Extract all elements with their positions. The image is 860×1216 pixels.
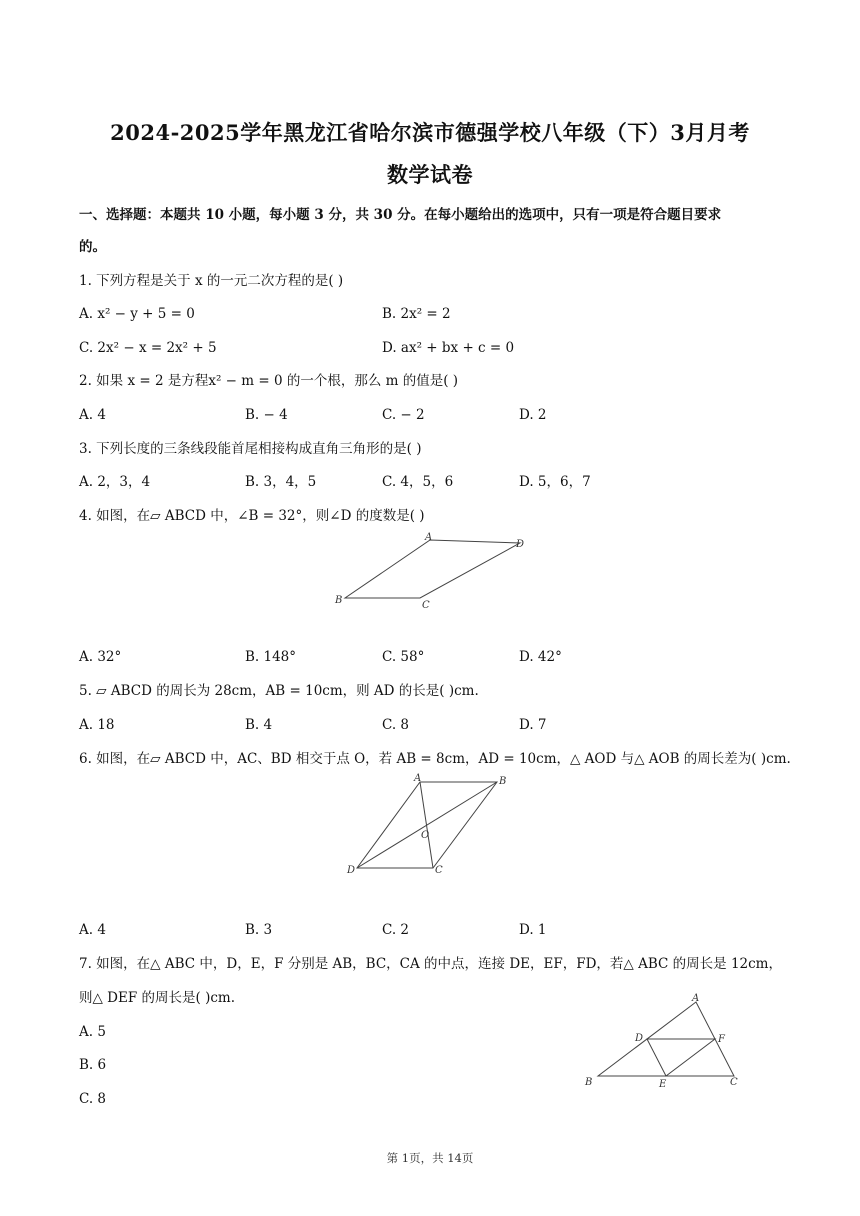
q6-label-a: A	[414, 773, 422, 784]
q7-label-e: E	[659, 1079, 667, 1090]
page-footer: 第 1页，共 14页	[386, 1151, 474, 1165]
q1-stem: 1. 下列方程是关于 x 的一元二次方程的是( )	[79, 273, 344, 289]
q7-option-a: A. 5	[79, 1024, 106, 1040]
q4-option-c: C. 58°	[382, 649, 425, 665]
q1-option-d: D. ax² + bx + c = 0	[382, 340, 515, 356]
exam-title-line2: 数学试卷	[387, 162, 473, 187]
q4-option-b: B. 148°	[245, 649, 297, 665]
q1-option-b: B. 2x² = 2	[382, 306, 451, 322]
section1-heading: 一、选择题：本题共 10 小题，每小题 3 分，共 30 分。在每小题给出的选项中，只有一项是符合题目要求	[79, 207, 722, 223]
q6-label-c: C	[435, 865, 443, 876]
q3-option-b: B. 3，4，5	[245, 474, 317, 490]
q6-label-b: B	[499, 776, 507, 787]
q4-label-c: C	[422, 600, 430, 611]
q5-option-d: D. 7	[519, 717, 547, 733]
q1-option-c: C. 2x² − x = 2x² + 5	[79, 340, 217, 356]
q2-stem: 2. 如果 x = 2 是方程x² − m = 0 的一个根，那么 m 的值是( )	[79, 373, 459, 389]
q4-label-a: A	[425, 532, 433, 543]
q4-label-b: B	[335, 595, 343, 606]
q7-triangle-figure	[580, 990, 750, 1092]
q4-option-a: A. 32°	[79, 649, 122, 665]
q7-label-a: A	[692, 993, 700, 1004]
q4-label-d: D	[516, 539, 525, 550]
exam-title-line1: 2024-2025学年黑龙江省哈尔滨市德强学校八年级（下）3月月考	[110, 120, 750, 145]
q6-option-d: D. 1	[519, 922, 547, 938]
q3-option-d: D. 5，6，7	[519, 474, 591, 490]
q5-option-c: C. 8	[382, 717, 410, 733]
q7-stem-line1: 7. 如图，在△ ABC 中，D，E，F 分别是 AB，BC，CA 的中点，连接 DE，EF，FD，若△ ABC 的周长是 12cm，	[79, 956, 782, 972]
q2-option-a: A. 4	[79, 407, 106, 423]
q5-stem: 5. ▱ ABCD 的周长为 28cm，AB = 10cm，则 AD 的长是( )cm.	[79, 683, 479, 699]
q3-option-a: A. 2，3，4	[79, 474, 151, 490]
q7-option-c: C. 8	[79, 1091, 107, 1107]
q1-option-a: A. x² − y + 5 = 0	[79, 306, 195, 322]
q3-option-c: C. 4，5，6	[382, 474, 454, 490]
q7-label-d: D	[635, 1033, 644, 1044]
q4-stem: 4. 如图，在▱ ABCD 中，∠B = 32°，则∠D 的度数是( )	[79, 508, 425, 524]
q6-option-a: A. 4	[79, 922, 106, 938]
q4-option-d: D. 42°	[519, 649, 562, 665]
q2-option-c: C. − 2	[382, 407, 425, 423]
q6-label-d: D	[347, 865, 356, 876]
q4-parallelogram-figure	[330, 530, 530, 612]
q5-option-b: B. 4	[245, 717, 273, 733]
q7-label-f: F	[718, 1034, 725, 1045]
q2-option-b: B. − 4	[245, 407, 288, 423]
q6-option-b: B. 3	[245, 922, 273, 938]
q6-stem: 6. 如图，在▱ ABCD 中，AC、BD 相交于点 O，若 AB = 8cm，AD = 10cm，△ AOD 与△ AOB 的周长差为( )cm.	[79, 751, 791, 767]
q3-stem: 3. 下列长度的三条线段能首尾相接构成直角三角形的是( )	[79, 441, 422, 457]
q7-label-c: C	[730, 1077, 738, 1088]
q6-option-c: C. 2	[382, 922, 410, 938]
q6-label-o: O	[421, 830, 430, 841]
section1-heading-cont: 的。	[79, 239, 106, 255]
q6-parallelogram-figure	[345, 772, 515, 882]
q5-option-a: A. 18	[79, 717, 115, 733]
q2-option-d: D. 2	[519, 407, 547, 423]
q7-option-b: B. 6	[79, 1057, 107, 1073]
q7-label-b: B	[585, 1077, 593, 1088]
q7-stem-line2: 则△ DEF 的周长是( )cm.	[79, 990, 235, 1006]
